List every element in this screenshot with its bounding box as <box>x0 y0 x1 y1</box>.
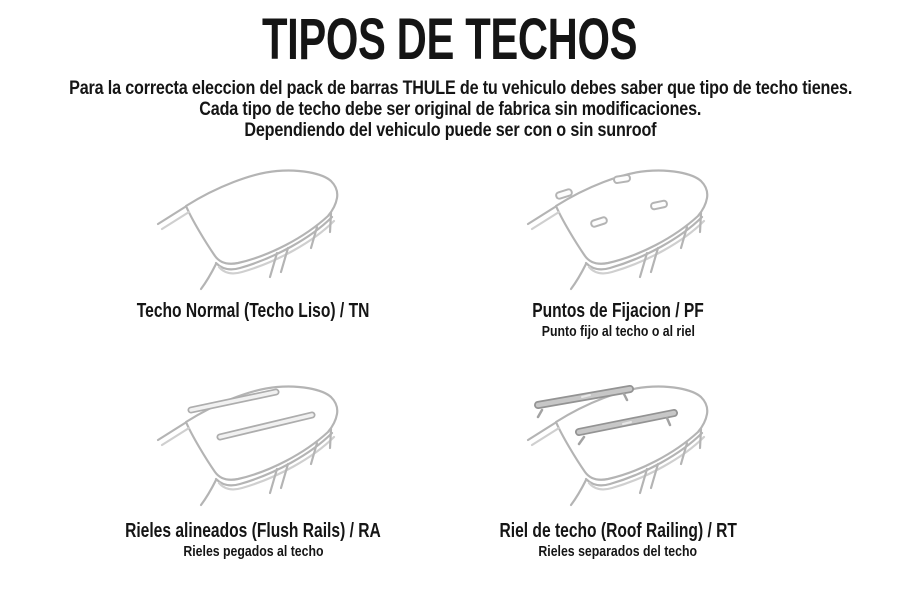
intro-line-3: Dependiendo del vehiculo puede ser con o sin sunroof <box>243 120 657 141</box>
intro-line-1: Para la correcta eleccion del pack de barras THULE de tu vehiculo debes saber que tipo de techo tienes. <box>69 78 853 99</box>
page-title-text: TIPOS DE TECHOS <box>262 7 638 72</box>
page-title <box>0 7 900 72</box>
subcaption-ra: Rieles pegados al techo <box>182 543 324 560</box>
roof-art-pf <box>423 158 813 300</box>
intro-paragraph <box>0 78 900 141</box>
roof-type-cell-pf <box>423 158 813 340</box>
caption-tn: Techo Normal (Techo Liso) / TN <box>136 300 370 322</box>
caption-pf: Puntos de Fijacion / PF <box>532 300 704 322</box>
caption-rt: Riel de techo (Roof Railing) / RT <box>499 520 737 542</box>
intro-line-2: Cada tipo de techo debe ser original de fabrica sin modificaciones. <box>199 99 701 120</box>
roof-type-cell-ra <box>58 368 448 560</box>
roof-art-rt <box>423 368 813 520</box>
subcaption-rt: Rieles separados del techo <box>538 543 698 560</box>
roof-type-cell-tn <box>58 158 448 340</box>
fixpoint-roof-drawing <box>498 160 738 292</box>
roof-type-cell-rt <box>423 368 813 560</box>
caption-ra: Rieles alineados (Flush Rails) / RA <box>125 520 381 542</box>
raised-rails-roof-drawing <box>498 376 738 508</box>
roof-art-tn <box>58 158 448 300</box>
roof-art-ra <box>58 368 448 520</box>
subcaption-pf: Punto fijo al techo o al riel <box>541 323 695 340</box>
flat-roof-drawing <box>128 160 368 292</box>
flush-rails-roof-drawing <box>128 376 368 508</box>
subcaption-tn <box>58 323 448 340</box>
